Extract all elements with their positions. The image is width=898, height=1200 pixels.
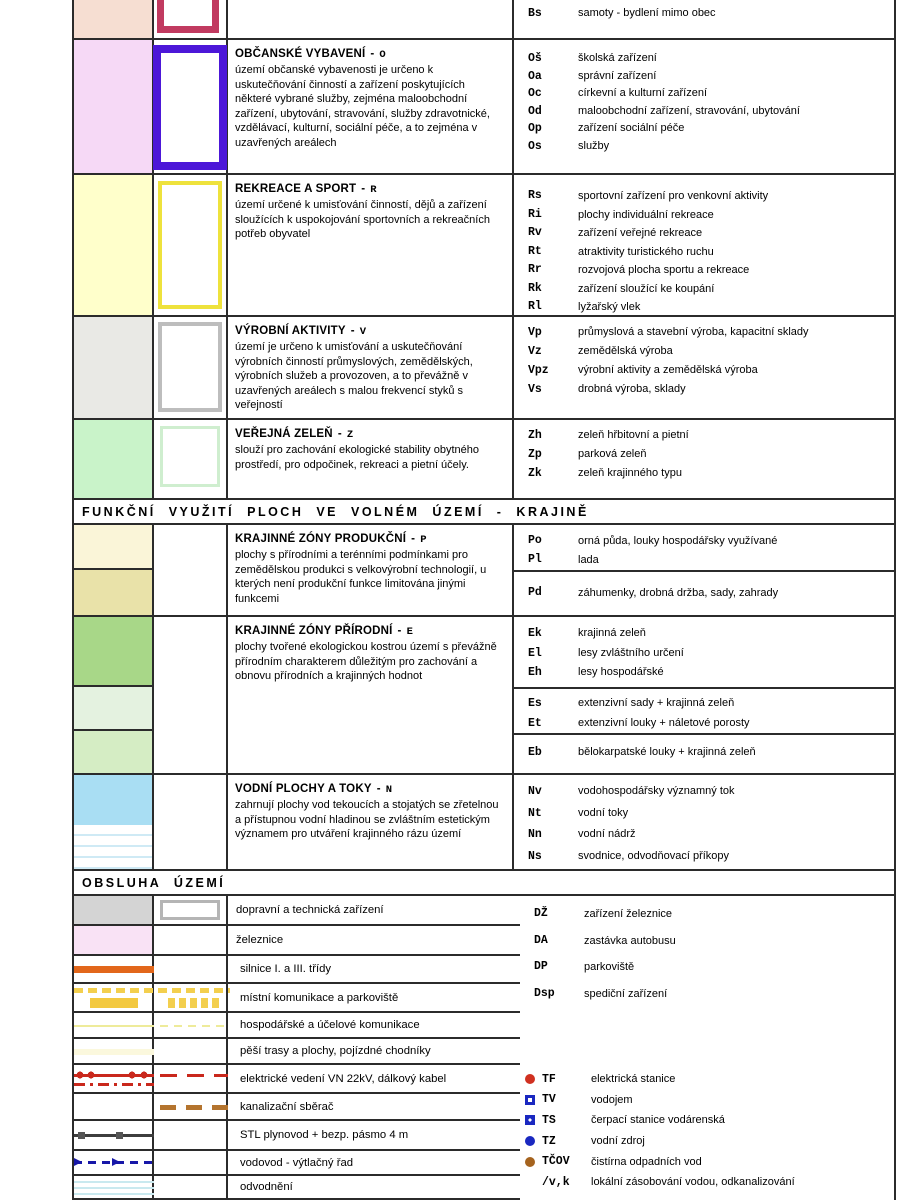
section-title xyxy=(235,325,502,338)
code-row xyxy=(514,50,894,68)
section-body: plochy s přírodními a terénními podmínkami pro zemědělskou produkci s velkovýrobní technologií, u kterých není produkční funkce limitována jinými funkcemi xyxy=(235,549,487,605)
obsluha-label: místní komunikace a parkoviště xyxy=(240,991,399,1004)
symbol-cell-zelen xyxy=(154,420,228,498)
codes-cell-obcanske xyxy=(514,40,894,173)
code: DP xyxy=(534,960,548,973)
code-row xyxy=(514,694,894,714)
code-row xyxy=(514,743,894,762)
swatch-krajinna-zelen xyxy=(74,617,152,687)
obsluha-label: silnice I. a III. třídy xyxy=(240,963,332,975)
code-row xyxy=(514,243,894,262)
code-label: lesy hospodářské xyxy=(578,666,664,678)
code: Oš xyxy=(528,52,542,65)
swatch-vodni xyxy=(74,775,154,869)
code-row xyxy=(514,361,894,380)
desc-cell-zelen xyxy=(228,420,514,498)
code-row xyxy=(520,1110,894,1131)
swatch-zelen xyxy=(74,420,154,498)
row-vodni-plochy-a-toky xyxy=(74,775,894,871)
code-row xyxy=(514,644,894,664)
code: Vz xyxy=(528,345,542,358)
swatch-prirodni xyxy=(74,617,154,773)
row-rekreace-a-sport xyxy=(74,175,894,317)
code-label: parková zeleň xyxy=(578,448,647,460)
code-label: čerpací stanice vodárenská xyxy=(591,1114,725,1127)
code: Rl xyxy=(528,300,542,313)
row-krajinne-zony-prirodni xyxy=(74,617,894,775)
swatch-dopravni xyxy=(74,896,154,924)
code-label: lokální zásobování vodou, odkanalizování xyxy=(591,1176,795,1189)
codes-group-middle xyxy=(514,689,894,735)
code-label: zařízení sloužící ke koupání xyxy=(578,282,715,295)
symbol-cell xyxy=(154,1065,228,1092)
boundary-rect-green xyxy=(160,426,220,487)
code-row xyxy=(514,280,894,299)
code-label: elektrická stanice xyxy=(591,1073,676,1086)
code: El xyxy=(528,646,542,660)
title-code: N xyxy=(385,784,393,796)
codes-cell-zelen xyxy=(514,420,894,498)
code-row xyxy=(514,846,894,868)
title-code: P xyxy=(420,534,427,546)
code-label: zemědělská výroba xyxy=(578,345,673,357)
obsluha-label: STL plynovod + bezp. pásmo 4 m xyxy=(240,1129,409,1141)
code-label: extenzivní sady + krajinná zeleň xyxy=(578,697,735,709)
code-row xyxy=(514,298,894,317)
code-row xyxy=(514,532,894,551)
code-row xyxy=(514,464,894,483)
obsluha-symbol-rows xyxy=(74,896,520,1200)
code: Oc xyxy=(528,87,542,100)
code-label: služby xyxy=(578,139,610,152)
desc-cell-rekreace xyxy=(228,175,514,315)
elektricka-stanice-icon xyxy=(525,1074,535,1084)
code-row xyxy=(514,103,894,121)
code-label: rozvojová plocha sportu a rekreace xyxy=(578,264,750,276)
row-mistni-komunikace xyxy=(74,984,520,1013)
title-code: R xyxy=(370,184,377,196)
code: DA xyxy=(534,933,548,947)
code-row xyxy=(520,981,894,1008)
desc-cell-obcanske xyxy=(228,40,514,173)
code: Es xyxy=(528,697,542,710)
code: Nn xyxy=(528,828,542,841)
code-label: maloobchodní zařízení, stravování, ubytování xyxy=(578,104,800,117)
code: Zh xyxy=(528,429,542,442)
row-dopravni-zarizeni xyxy=(74,896,520,926)
title-separator: - xyxy=(350,325,355,337)
codes-group-bottom xyxy=(514,572,894,603)
section-obsluha-body xyxy=(74,896,894,1200)
code: Eh xyxy=(528,666,542,679)
code-row xyxy=(514,714,894,734)
symbol-cell-samoty xyxy=(154,0,228,38)
codes-cell-samoty xyxy=(514,0,894,38)
code-label: sportovní zařízení pro venkovní aktivity xyxy=(578,190,769,202)
codes-cell-vyrobni xyxy=(514,317,894,418)
swatch-zeleznice xyxy=(74,926,154,954)
section-title xyxy=(235,48,502,61)
symbol-cell xyxy=(154,1176,228,1198)
row-samoty xyxy=(74,0,894,40)
code-label: parkoviště xyxy=(584,961,635,973)
section-header-krajina: FUNKČNÍ VYUŽITÍ PLOCH VE VOLNÉM ÚZEMÍ - KRAJINĚ xyxy=(74,500,894,525)
title-code: Z xyxy=(346,429,354,441)
legend-table xyxy=(72,0,896,1200)
symbol-cell xyxy=(74,1094,154,1119)
elektricke-dashes-symbol xyxy=(160,1074,228,1077)
swatch-vyrobni xyxy=(74,317,154,418)
code-label: vodní toky xyxy=(578,806,629,819)
symbol-cell xyxy=(154,1121,228,1149)
title-text: VODNÍ PLOCHY A TOKY xyxy=(235,783,372,795)
code-label: atraktivity turistického ruchu xyxy=(578,245,714,258)
code-row xyxy=(514,323,894,342)
code-label: svodnice, odvodňovací příkopy xyxy=(578,849,730,862)
cistirna-icon xyxy=(525,1157,535,1167)
code-label: zastávka autobusu xyxy=(584,934,676,947)
code: TS xyxy=(542,1113,556,1127)
plynovod-line-symbol xyxy=(74,1131,154,1140)
row-obcanske-vybaveni xyxy=(74,40,894,175)
desc-cell-produkcni xyxy=(228,525,514,615)
no-icon xyxy=(525,1177,535,1187)
section-header-obsluha: OBSLUHA ÚZEMÍ xyxy=(74,871,894,896)
code-label: vodohospodářsky významný tok xyxy=(578,785,735,797)
row-pesi-trasy xyxy=(74,1039,520,1065)
code-row xyxy=(514,224,894,243)
desc-cell-vyrobni xyxy=(228,317,514,418)
section-body: území občanské vybavenosti je určeno k uskutečňování činností a zařízení poskytujících některé vybrané služby, zejména maloobchodní zařízení, ubytování, stravování, služby zdravotnické, vzdělávací, kulturní, sociální péče, a to zejména v uzavřených areálech xyxy=(235,64,490,149)
code: TZ xyxy=(542,1134,556,1148)
swatch-obcanske xyxy=(74,40,154,173)
code-row xyxy=(514,551,894,570)
boundary-rect-purple xyxy=(153,45,227,170)
title-code: E xyxy=(406,626,414,638)
obsluha-label: pěší trasy a plochy, pojízdné chodníky xyxy=(240,1045,431,1057)
code-row xyxy=(520,954,894,981)
code-row xyxy=(520,901,894,928)
row-hospodarske-komunikace xyxy=(74,1013,520,1039)
code: TČOV xyxy=(542,1155,570,1169)
code-label: lyžařský vlek xyxy=(578,301,641,313)
code: Rt xyxy=(528,244,542,258)
hospodarske-dashed-symbol xyxy=(160,1025,226,1027)
code-row xyxy=(514,380,894,399)
section-body: území určené k umisťování činností, dějů a zařízení sloužících k uspokojování sportovních a rekreačních potřeb obyvatel xyxy=(235,199,490,241)
row-krajinne-zony-produkcni xyxy=(74,525,894,617)
symbol-cell-produkcni xyxy=(154,525,228,615)
swatch-extenzivni-sady xyxy=(74,687,152,731)
code: Op xyxy=(528,122,542,135)
section-title xyxy=(235,428,502,441)
code-row xyxy=(514,85,894,103)
code-label: lesy zvláštního určení xyxy=(578,646,684,659)
odvodneni-stripes-symbol xyxy=(74,1177,154,1199)
codes-cell-vodni xyxy=(514,775,894,869)
symbol-cell xyxy=(154,896,228,924)
code-row xyxy=(514,781,894,803)
codes-group-top xyxy=(514,525,894,572)
title-code: V xyxy=(359,326,367,338)
boundary-rect-crimson xyxy=(157,0,219,33)
code: Ns xyxy=(528,849,542,863)
code: Pd xyxy=(528,586,542,599)
code-row xyxy=(514,426,894,445)
code-row xyxy=(514,261,894,280)
vodovod-arrow-icon xyxy=(74,1158,82,1166)
obsluha-label: elektrické vedení VN 22kV, dálkový kabel xyxy=(240,1072,447,1085)
title-text: OBČANSKÉ VYBAVENÍ xyxy=(235,48,366,60)
swatch-vodni-plocha xyxy=(74,775,152,825)
code: Eb xyxy=(528,746,542,759)
section-body: zahrnují plochy vod tekoucích a stojatých se zřetelnou a přístupnou vodní hladinou se zvláštním estetickým významem pro utváření krajinného rázu území xyxy=(235,799,499,841)
code-row xyxy=(514,206,894,225)
desc-cell-vodni xyxy=(228,775,514,869)
code: Po xyxy=(528,534,542,547)
mistni-solid-bar-symbol xyxy=(90,998,138,1008)
swatch-zahumenky xyxy=(74,570,152,615)
obsluha-label: dopravní a technická zařízení xyxy=(236,904,384,916)
section-title xyxy=(235,533,502,546)
code-label: vodojem xyxy=(591,1093,633,1106)
code-row xyxy=(514,803,894,825)
boundary-rect-gray-small xyxy=(160,900,220,920)
code-label: zařízení sociální péče xyxy=(578,122,685,134)
code-label: drobná výroba, sklady xyxy=(578,383,686,395)
symbol-cell-vyrobni xyxy=(154,317,228,418)
code-label: zeleň krajinného typu xyxy=(578,467,682,479)
title-separator: - xyxy=(397,625,402,637)
code: Nt xyxy=(528,806,542,820)
code-row xyxy=(520,1131,894,1152)
code-row xyxy=(520,1172,894,1193)
swatch-belokarpatske-louky xyxy=(74,731,152,773)
swatch-vodni-stripes xyxy=(74,825,152,869)
code: Ri xyxy=(528,207,542,221)
cerpaci-stanice-icon xyxy=(525,1115,535,1125)
vodovod-arrow-icon xyxy=(112,1158,120,1166)
code: Rv xyxy=(528,226,542,239)
code: Zp xyxy=(528,448,542,461)
boundary-rect-yellow xyxy=(158,181,222,309)
d-codes-group xyxy=(520,901,894,1007)
code-row xyxy=(514,187,894,206)
section-body: slouží pro zachování ekologické stability obytného prostředí, pro odpočinek, rekreaci a pietní účely. xyxy=(235,444,479,471)
code-row xyxy=(514,584,894,603)
obsluha-label: kanalizační sběrač xyxy=(240,1100,334,1113)
symbol-cell-vodni xyxy=(154,775,228,869)
code-label: záhumenky, drobná držba, sady, zahrady xyxy=(578,587,779,599)
code: Od xyxy=(528,104,542,118)
code: Vs xyxy=(528,383,542,396)
code-row xyxy=(520,928,894,955)
section-body: území je určeno k umisťování a uskutečňování výrobních činností průmyslových, zemědělských, výrobních služeb a provozoven, a to převážně v uzavřených areálech s malou frekvencí styků s veřejností xyxy=(235,341,473,412)
title-text: KRAJINNÉ ZÓNY PRODUKČNÍ xyxy=(235,533,407,545)
symbol-cell-obcanske xyxy=(154,40,228,173)
section-title xyxy=(235,625,502,638)
codes-cell-prirodni xyxy=(514,617,894,773)
zeleznice-fill xyxy=(74,926,152,954)
symbol-cell xyxy=(154,956,228,982)
symbol-cell xyxy=(154,1039,228,1063)
title-separator: - xyxy=(361,183,366,195)
code-row xyxy=(520,1090,894,1111)
code: Rk xyxy=(528,281,542,295)
codes-cell-produkcni xyxy=(514,525,894,615)
code: Pl xyxy=(528,552,542,566)
obsluha-codes-cell xyxy=(520,896,894,1200)
swatch-samoty xyxy=(74,0,154,38)
code: Zk xyxy=(528,467,542,480)
obsluha-label: hospodářské a účelové komunikace xyxy=(240,1019,420,1031)
code-label: vodní zdroj xyxy=(591,1135,645,1148)
code-row xyxy=(514,624,894,644)
symbol-cell-rekreace xyxy=(154,175,228,315)
code-label: vodní nádrž xyxy=(578,828,636,840)
code-label: bělokarpatské louky + krajinná zeleň xyxy=(578,746,756,758)
code-label: samoty - bydlení mimo obec xyxy=(578,7,716,19)
code-label: extenzivní louky + náletové porosty xyxy=(578,716,750,729)
code-label: zeleň hřbitovní a pietní xyxy=(578,429,689,441)
code: Ek xyxy=(528,627,542,640)
swatch-rekreace xyxy=(74,175,154,315)
code-label: školská zařízení xyxy=(578,52,657,64)
title-text: KRAJINNÉ ZÓNY PŘÍRODNÍ xyxy=(235,625,393,637)
code: Rs xyxy=(528,189,542,202)
code: TV xyxy=(542,1093,556,1107)
row-zeleznice xyxy=(74,926,520,956)
elektricke-dashdot-symbol xyxy=(74,1083,154,1086)
code-row xyxy=(514,342,894,361)
code: Vpz xyxy=(528,364,549,377)
code-row xyxy=(514,120,894,138)
title-text: REKREACE A SPORT xyxy=(235,183,357,195)
row-vodovod xyxy=(74,1151,520,1176)
code-row xyxy=(514,824,894,846)
title-text: VÝROBNÍ AKTIVITY xyxy=(235,325,346,337)
title-text: VEŘEJNÁ ZELEŇ xyxy=(235,428,333,440)
swatch-produkcni xyxy=(74,525,154,615)
mistni-thick-dashes-symbol xyxy=(168,998,222,1008)
row-silnice xyxy=(74,956,520,984)
code-label: zařízení železnice xyxy=(584,908,673,920)
code: Dsp xyxy=(534,986,555,1000)
desc-cell-samoty xyxy=(228,0,514,38)
code-label: spediční zařízení xyxy=(584,987,668,1000)
symbol-cell xyxy=(154,1151,228,1174)
hospodarske-line-symbol xyxy=(74,1025,154,1027)
code: TF xyxy=(542,1072,556,1086)
obsluha-label: odvodnění xyxy=(240,1181,293,1193)
symbol-cell xyxy=(154,926,228,954)
symbol-cell-prirodni xyxy=(154,617,228,773)
vodojem-icon xyxy=(525,1095,535,1105)
codes-cell-rekreace xyxy=(514,175,894,315)
code: Nv xyxy=(528,785,542,798)
title-separator: - xyxy=(411,533,416,545)
code-row xyxy=(520,1069,894,1090)
codes-group-bottom xyxy=(514,735,894,762)
elektricke-line-dots-symbol xyxy=(74,1071,154,1079)
codes-group-top xyxy=(514,617,894,689)
row-verejna-zelen xyxy=(74,420,894,500)
boundary-rect-gray xyxy=(158,322,222,412)
code: Os xyxy=(528,139,542,153)
code-row xyxy=(514,445,894,464)
code: Bs xyxy=(528,7,542,20)
t-codes-group xyxy=(520,1069,894,1193)
code: DŽ xyxy=(534,907,548,920)
code-label: průmyslová a stavební výroba, kapacitní sklady xyxy=(578,326,809,338)
section-body: plochy tvořené ekologickou kostrou území s převážně přírodním charakterem důležitým pro zachování a obnovu přírodních a krajinných hodnot xyxy=(235,641,497,683)
row-stl-plynovod xyxy=(74,1121,520,1151)
section-title xyxy=(235,783,502,796)
code: Vp xyxy=(528,326,542,339)
row-elektricke-vedeni xyxy=(74,1065,520,1094)
row-vyrobni-aktivity xyxy=(74,317,894,420)
obsluha-label: vodovod - výtlačný řad xyxy=(240,1156,354,1169)
code-label: plochy individuální rekreace xyxy=(578,208,714,221)
code-label: lada xyxy=(578,553,599,566)
code-label: krajinná zeleň xyxy=(578,627,646,639)
title-separator: - xyxy=(370,48,375,60)
pesi-band-symbol xyxy=(74,1049,154,1055)
vodni-zdroj-icon xyxy=(525,1136,535,1146)
code-label: zařízení veřejné rekreace xyxy=(578,227,703,239)
desc-cell-prirodni xyxy=(228,617,514,773)
code: /v,k xyxy=(542,1175,570,1189)
code: Oa xyxy=(528,69,542,83)
code-label: správní zařízení xyxy=(578,69,657,82)
kanalizace-dashed-symbol xyxy=(160,1105,228,1110)
code-row xyxy=(514,5,894,23)
title-code: O xyxy=(379,49,386,61)
code-label: čistírna odpadních vod xyxy=(591,1155,702,1168)
section-title xyxy=(235,183,502,196)
code-label: výrobní aktivity a zemědělská výroba xyxy=(578,364,758,376)
title-separator: - xyxy=(376,783,381,795)
swatch-orna-puda xyxy=(74,525,152,570)
obsluha-label: železnice xyxy=(236,934,284,946)
code-row xyxy=(514,138,894,156)
code-label: orná půda, louky hospodářsky využívané xyxy=(578,535,778,547)
code-label: církevní a kulturní zařízení xyxy=(578,87,707,99)
code-row xyxy=(520,1151,894,1172)
code-row xyxy=(514,68,894,86)
row-odvodneni xyxy=(74,1176,520,1200)
code: Rr xyxy=(528,263,542,276)
row-kanalizacni-sberac xyxy=(74,1094,520,1121)
silnice-line-symbol xyxy=(74,966,154,973)
mistni-dashed-line-symbol xyxy=(74,988,230,993)
title-separator: - xyxy=(337,428,342,440)
code-row xyxy=(514,663,894,683)
code: Et xyxy=(528,716,542,730)
